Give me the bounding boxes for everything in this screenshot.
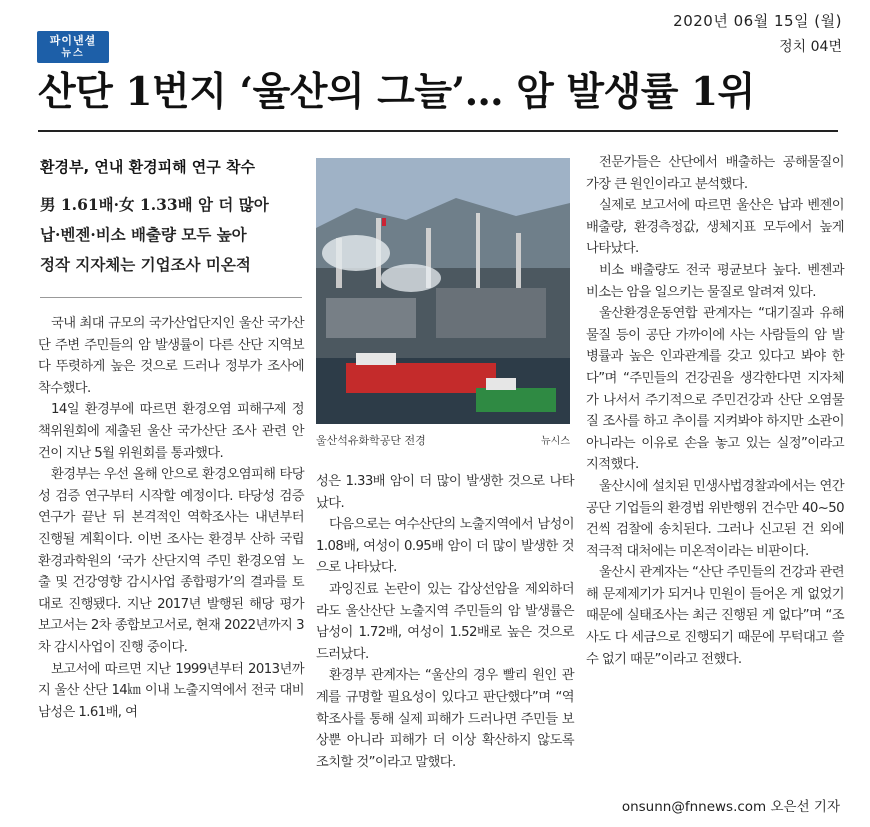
article-column-1: [38, 313, 304, 723]
photo-credit: 뉴시스: [541, 436, 570, 447]
logo-line-2: 뉴스: [61, 48, 85, 59]
photo-illustration: [316, 158, 570, 424]
article-column-2: [316, 471, 574, 773]
paragraph: 14일 환경부에 따르면 환경오염 피해구제 정책위원회에 제출된 울산 국가산단 조사 관련 안건이 지난 5월 위원회를 통과했다.: [38, 402, 304, 461]
headline-rule: [38, 130, 838, 132]
paragraph: 울산시 관계자는 “산단 주민들의 건강과 관련해 문제제기가 되거나 민원이 들어온 게 없었기 때문에 실태조사는 최근 진행된 게 없다”며 “조사도 다 세금으로 진행되기 때문에 무턱대고 쓸 수 없기 때문”이라고 전했다.: [586, 565, 844, 667]
sub-headlines: [40, 190, 306, 280]
article-column-3: [586, 152, 844, 670]
subhead-rule: [40, 297, 302, 298]
paragraph: 환경부 관계자는 “울산의 경우 빨리 원인 관계를 규명할 필요성이 있다고 판단했다”며 “역학조사를 통해 실제 피해가 드러나면 주민들 보상뿐 아니라 피해가 더 이상 확산하지 않도록 조치할 것”이라고 말했다.: [316, 668, 574, 770]
reporter-signoff: onsunn@fnnews.com 오은선 기자: [621, 799, 840, 815]
photo-caption: [316, 432, 570, 448]
newspaper-logo: [37, 31, 109, 63]
publication-date: 2020년 06월 15일 (월): [673, 12, 842, 30]
caption-text: 울산석유화학공단 전경: [316, 434, 426, 447]
logo-line-1: 파이낸셜: [49, 34, 97, 47]
paragraph: 울산환경운동연합 관계자는 “대기질과 유해물질 등이 공단 가까이에 사는 사람들의 암 발병률과 높은 인과관계를 갖고 있다고 봐야 한다”며 “주민들의 건강권을 생각한다면 지자체가 나서서 주기적으로 주민건강과 산단 오염물질 조사를 하고 추이를 지켜봐야 하지만 소관이 아니라는 이유로 손을 놓고 있는 실정”이라고 지적했다.: [586, 306, 844, 473]
sub-line: 납·벤젠·비소 배출량 모두 높아: [40, 225, 247, 244]
section-page: 정치 04면: [779, 39, 842, 55]
paragraph: 과잉진료 논란이 있는 갑상선암을 제외하더라도 울산산단 노출지역 주민들의 암 발생률은 남성이 1.72배, 여성이 1.52배로 높은 것으로 드러났다.: [316, 581, 574, 662]
paragraph: 전문가들은 산단에서 배출하는 공해물질이 가장 큰 원인이라고 분석했다.: [586, 155, 844, 192]
paragraph: 실제로 보고서에 따르면 울산은 납과 벤젠이 배출량, 환경측정값, 생체지표 모두에서 높게 나타났다.: [586, 198, 844, 257]
industrial-complex-photo: [316, 158, 570, 424]
sub-line: 男 1.61배·女 1.33배 암 더 많아: [40, 195, 269, 214]
paragraph: 보고서에 따르면 지난 1999년부터 2013년까지 울산 산단 14㎞ 이내 노출지역에서 전국 대비 남성은 1.61배, 여: [38, 661, 304, 720]
paragraph: 다음으로는 여수산단의 노출지역에서 남성이 1.08배, 여성이 0.95배 암이 더 많이 발생한 것으로 나타났다.: [316, 517, 574, 576]
paragraph: 국내 최대 규모의 국가산업단지인 울산 국가산단 주변 주민들의 암 발생률이 다른 산단 지역보다 뚜렷하게 높은 것으로 드러나 정부가 조사에 착수했다.: [38, 316, 304, 396]
paragraph: 성은 1.33배 암이 더 많이 발생한 것으로 나타났다.: [316, 474, 574, 511]
subhead: 환경부, 연내 환경피해 연구 착수: [40, 158, 255, 176]
sub-line: 정작 지자체는 기업조사 미온적: [40, 255, 251, 274]
headline: 산단 1번지 ‘울산의 그늘’… 암 발생률 1위: [38, 69, 755, 115]
paragraph: 울산시에 설치된 민생사법경찰과에서는 연간 공단 기업들의 환경법 위반행위 건수만 40~50건씩 검찰에 송치된다. 그러나 신고된 건 외에 적극적 대처에는 미온적이라는 비판이다.: [586, 478, 844, 559]
paragraph: 비소 배출량도 전국 평균보다 높다. 벤젠과 비소는 암을 일으키는 물질로 알려져 있다.: [586, 262, 844, 300]
paragraph: 환경부는 우선 올해 안으로 환경오염피해 타당성 검증 연구부터 시작할 예정이다. 타당성 검증 연구가 끝난 뒤 본격적인 역학조사는 내년부터 진행될 계획이다. 이번 조사는 환경부 산하 국립환경과학원의 ‘국가 산단지역 주민 환경오염 노출 및 건강영향 감시사업 종합평가’의 결과를 토대로 진행됐다. 지난 2017년 발행된 해당 평가 보고서는 2차 종합보고서로, 현재 2022년까지 3차 감시사업이 진행 중이다.: [38, 467, 304, 655]
